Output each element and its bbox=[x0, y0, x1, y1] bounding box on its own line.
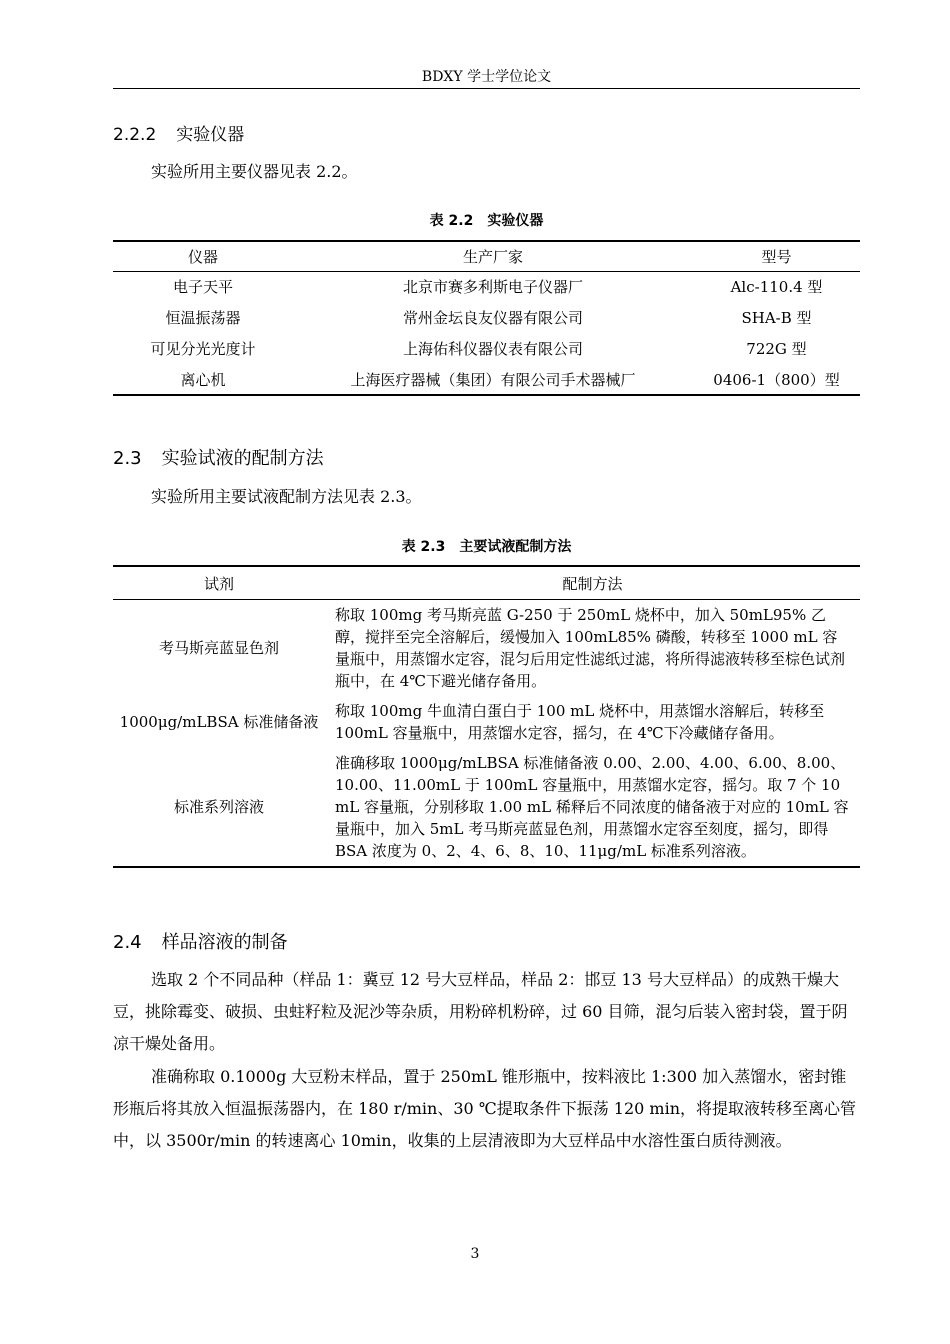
section-heading-2-4 bbox=[113, 928, 288, 954]
body-paragraph: 选取 2 个不同品种（样品 1：冀豆 12 号大豆样品，样品 2：邯豆 13 号大豆样品）的成熟干燥大豆，挑除霉变、破损、虫蛀籽粒及泥沙等杂质，用粉碎机粉碎，过 60 目筛，混匀后装入密封袋，置于阴凉干燥处备用。 bbox=[113, 970, 848, 1053]
instruments-table bbox=[113, 240, 860, 396]
section-intro: 实验所用主要试液配制方法见表 2.3。 bbox=[151, 487, 422, 506]
reagent-method: 准确移取 1000μg/mLBSA 标准储备液 0.00、2.00、4.00、6.00、8.00、10.00、11.00mL 于 100mL 容量瓶中，用蒸馏水定容，摇匀。取 7 个 10 mL 容量瓶，分别移取 1.00 mL 稀释后不同浓度的储备液于对应的 10mL 容量瓶中，加入 5mL 考马斯亮蓝显色剂，用蒸馏水定容至刻度，摇匀，即得 BSA 浓度为 0、2、4、6、8、10、11μg/mL 标准系列溶液。 bbox=[335, 754, 849, 860]
table-cell: 可见分光光度计 bbox=[150, 340, 256, 358]
table-row bbox=[113, 364, 860, 395]
section-number: 2.2.2 bbox=[113, 125, 157, 145]
running-header: BDXY 学士学位论文 bbox=[113, 66, 860, 89]
section-title: 样品溶液的制备 bbox=[161, 932, 288, 953]
table-cell: 常州金坛良友仪器有限公司 bbox=[402, 309, 583, 327]
table-cell: 北京市赛多利斯电子仪器厂 bbox=[402, 278, 583, 297]
table-row bbox=[113, 271, 860, 302]
body-paragraph: 准确称取 0.1000g 大豆粉末样品，置于 250mL 锥形瓶中，按料液比 1:300 加入蒸馏水，密封锥形瓶后将其放入恒温振荡器内，在 180 r/min、30 ℃提取条件下振荡 120 min，将提取液转移至离心管中，以 3500r/min 的转速离心 10min，收集的上层清液即为大豆样品中水溶性蛋白质待测液。 bbox=[113, 1067, 856, 1150]
table-row bbox=[113, 696, 860, 748]
section-number: 2.4 bbox=[113, 932, 142, 953]
reagent-name: 考马斯亮蓝显色剂 bbox=[158, 639, 279, 657]
reagent-method: 称取 100mg 牛血清白蛋白于 100 mL 烧杯中，用蒸馏水溶解后，转移至 100mL 容量瓶中，用蒸馏水定容，摇匀，在 4℃下冷藏储存备用。 bbox=[335, 702, 825, 742]
table-cell: 恒温振荡器 bbox=[165, 309, 241, 327]
table-cell: 0406-1（800）型 bbox=[713, 370, 840, 389]
section-number: 2.3 bbox=[113, 448, 142, 469]
section-heading-2-3 bbox=[113, 444, 324, 470]
table-cell: 722G 型 bbox=[746, 340, 807, 358]
table-cell: 电子天平 bbox=[172, 278, 233, 297]
section-title: 实验试液的配制方法 bbox=[161, 448, 324, 469]
reagent-table bbox=[113, 565, 860, 868]
column-header: 试剂 bbox=[203, 574, 234, 593]
section-intro: 实验所用主要仪器见表 2.2。 bbox=[151, 162, 358, 181]
table-caption: 表 2.2 实验仪器 bbox=[429, 213, 544, 229]
column-header: 型号 bbox=[761, 247, 792, 266]
table-cell: SHA-B 型 bbox=[741, 309, 812, 327]
table-row bbox=[113, 333, 860, 364]
reagent-name: 标准系列溶液 bbox=[173, 798, 264, 816]
reagent-name: 1000μg/mLBSA 标准储备液 bbox=[119, 713, 319, 731]
table-cell: 上海医疗器械（集团）有限公司手术器械厂 bbox=[350, 370, 636, 389]
table-row bbox=[113, 302, 860, 333]
section-heading-2-2-2 bbox=[113, 120, 244, 145]
table-row bbox=[113, 748, 860, 867]
table-cell: 上海佑科仪器仪表有限公司 bbox=[402, 340, 583, 358]
table-cell: Alc-110.4 型 bbox=[730, 278, 823, 297]
reagent-method: 称取 100mg 考马斯亮蓝 G-250 于 250mL 烧杯中，加入 50mL95% 乙醇，搅拌至完全溶解后，缓慢加入 100mL85% 磷酸，转移至 1000 mL 容量瓶中，用蒸馏水定容，混匀后用定性滤纸过滤，将所得滤液转移至棕色试剂瓶中，在 4℃下避光储存备用。 bbox=[335, 606, 846, 690]
column-header: 仪器 bbox=[187, 247, 218, 266]
section-title: 实验仪器 bbox=[176, 125, 245, 145]
page-number: 3 bbox=[470, 1246, 480, 1262]
table-row bbox=[113, 600, 860, 697]
table-caption: 表 2.3 主要试液配制方法 bbox=[401, 539, 572, 555]
column-header: 生产厂家 bbox=[462, 247, 523, 266]
column-header: 配制方法 bbox=[562, 574, 623, 593]
table-cell: 离心机 bbox=[180, 370, 226, 389]
